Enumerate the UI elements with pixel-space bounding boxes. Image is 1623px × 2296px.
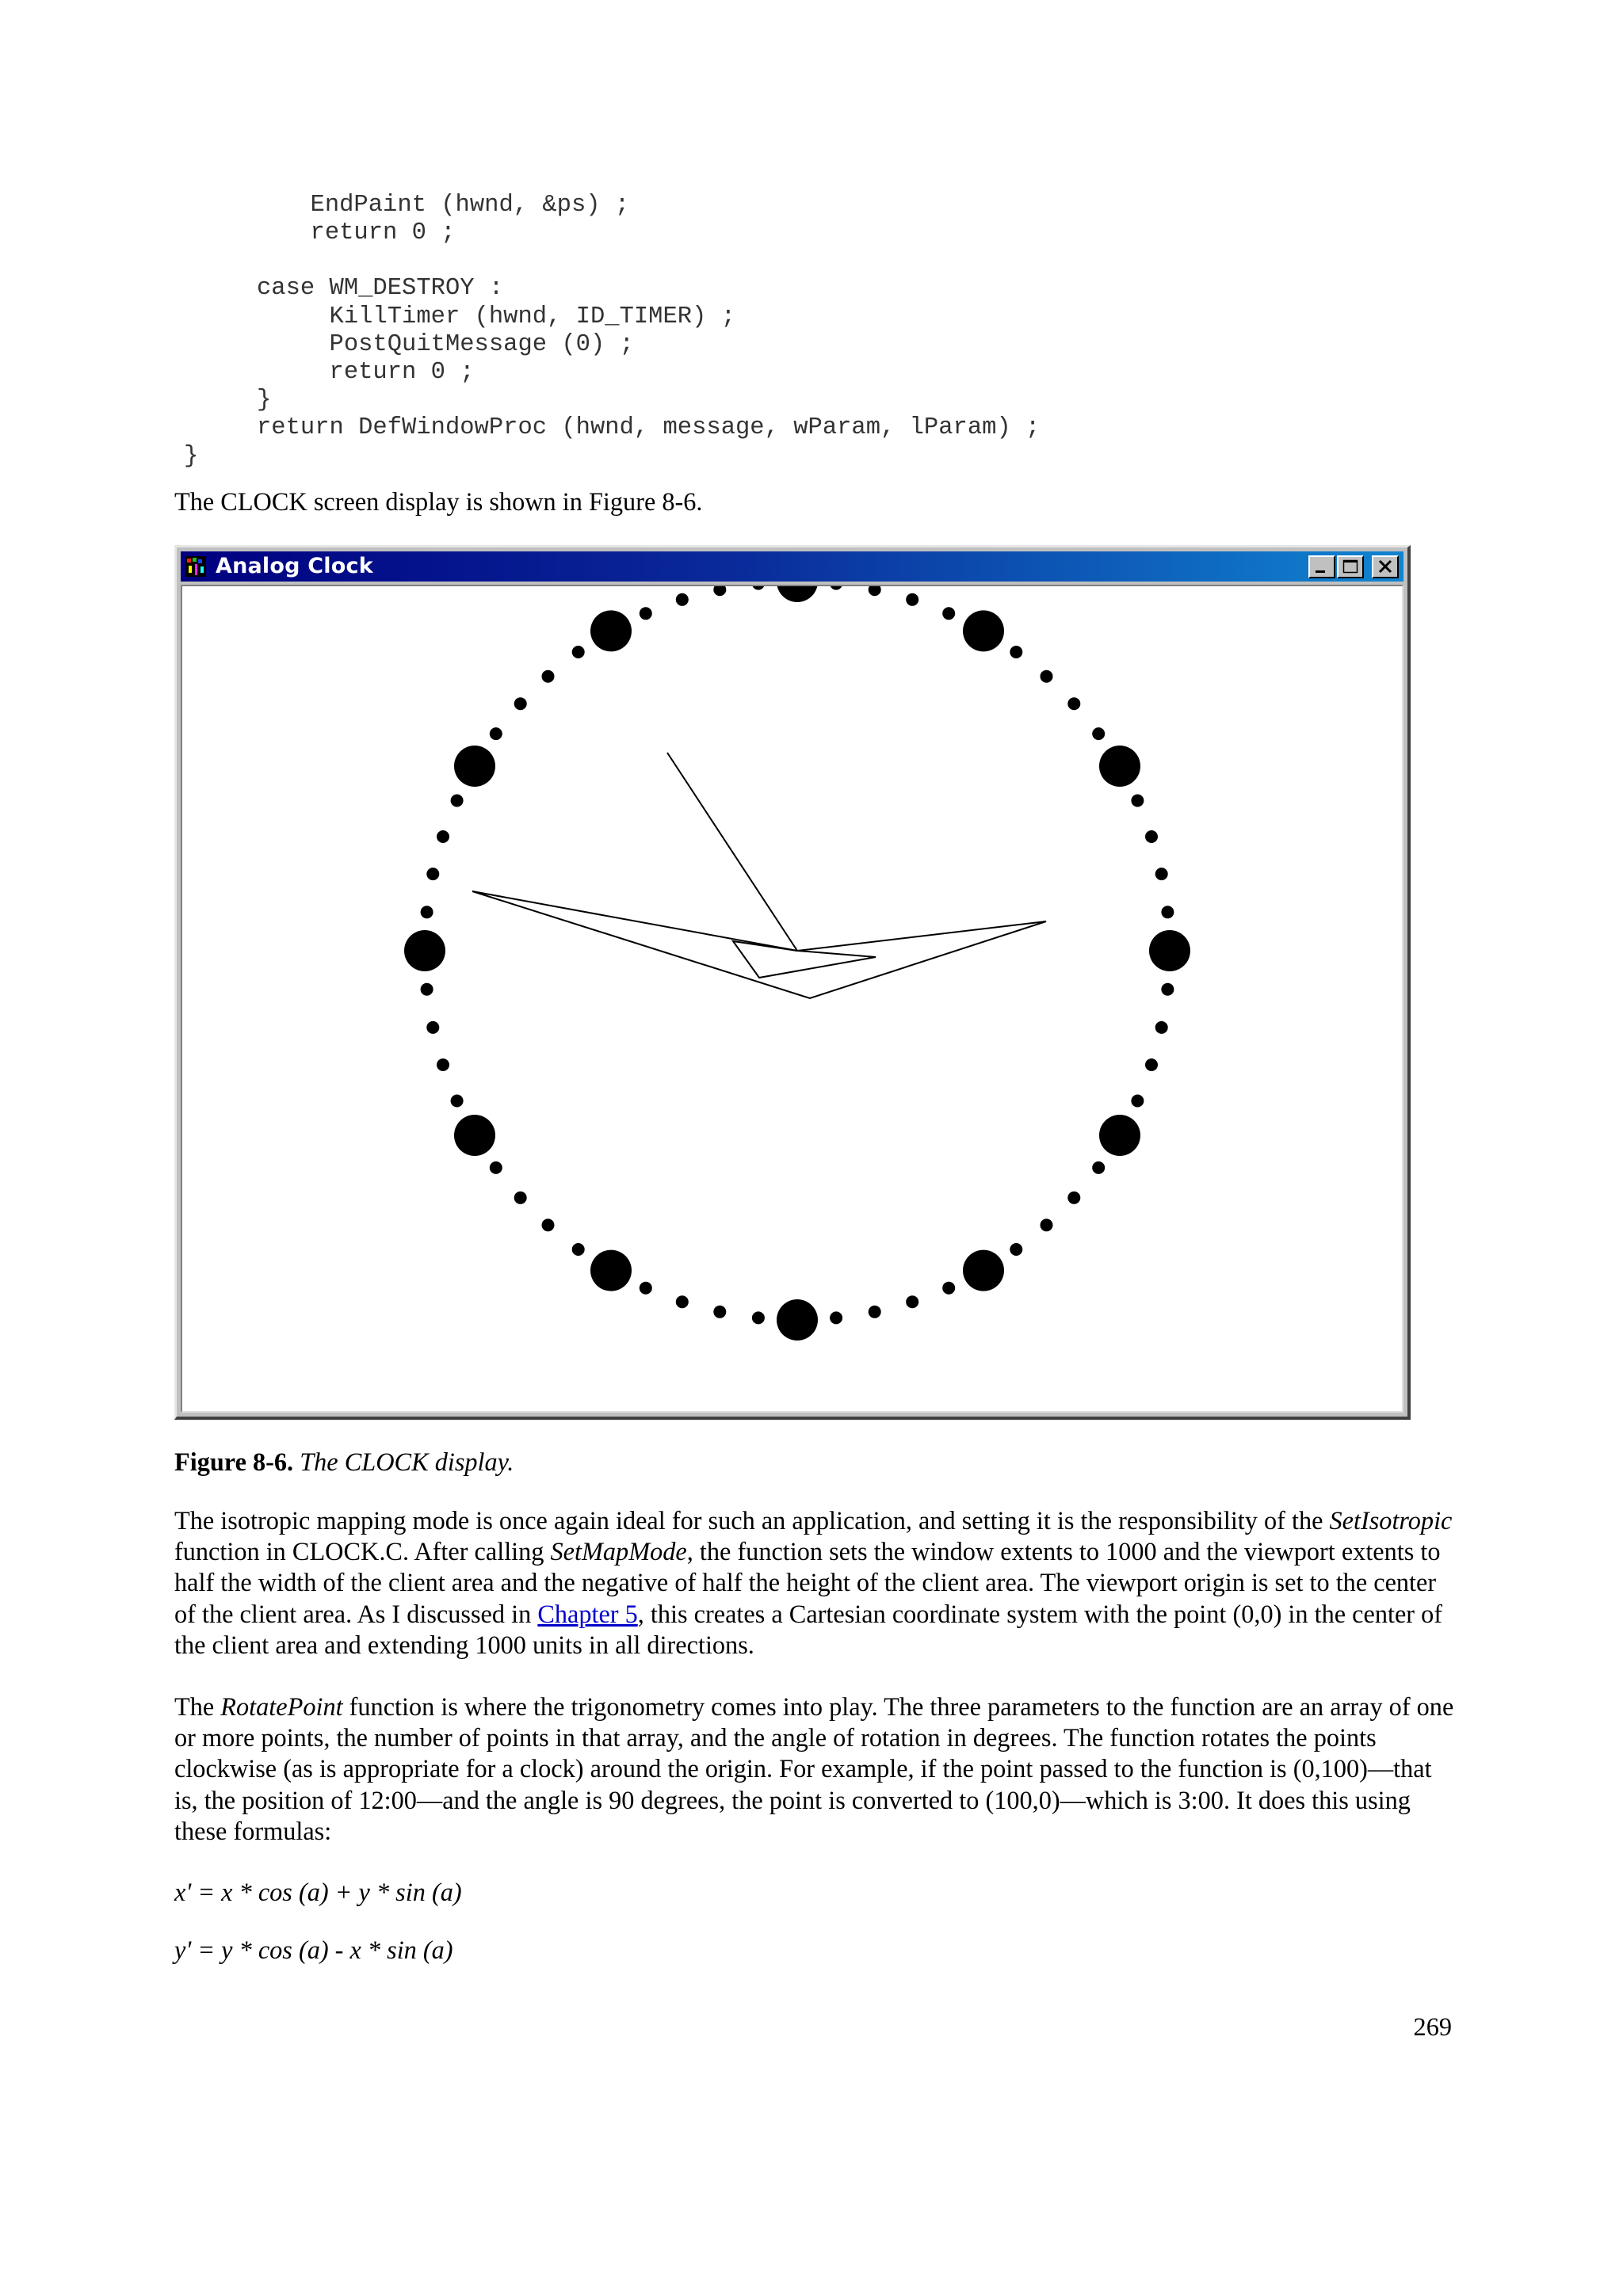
paragraph-text: , the function sets the window extents to 1000 and the viewport extents to half the width of the client area and the negative of half the height of the client area. The viewport origin is set to the center of the client area. As I discussed in [174,1537,1441,1628]
hour-mark [590,610,632,651]
minute-mark [1155,868,1168,880]
minute-mark [542,670,555,683]
minute-mark [869,1306,881,1318]
paragraph-text: function in CLOCK.C. After calling [174,1537,551,1566]
code-listing [170,192,1040,471]
code-line: KillTimer (hwnd, ID_TIMER) ; [257,303,735,330]
minute-mark [514,697,527,710]
minute-mark [906,1295,918,1308]
hour-mark [963,610,1004,651]
minute-mark [640,1282,652,1295]
close-icon [1373,557,1397,577]
code-line: PostQuitMessage (0) ; [257,330,634,358]
minute-mark [1161,983,1174,996]
minute-mark [437,830,449,843]
function-name: RotatePoint [220,1692,343,1721]
function-name: SetIsotropic [1329,1506,1453,1535]
hour-mark [404,930,445,971]
minute-mark [713,1306,726,1318]
minute-mark [1041,670,1053,683]
minute-mark [437,1058,449,1071]
minute-mark [451,795,464,807]
hour-mark [1149,930,1190,971]
minute-mark [426,1021,439,1034]
minute-mark [421,983,433,996]
minute-mark [1041,1219,1053,1231]
minute-mark [542,1219,555,1231]
code-closing-brace: } [184,442,199,470]
function-name: SetMapMode [550,1537,687,1566]
code-line: return DefWindowProc (hwnd, message, wParam, lParam) ; [257,414,1041,442]
minute-mark [676,1295,689,1308]
minute-mark [514,1192,527,1204]
minute-mark [1067,697,1080,710]
title-bar[interactable] [181,551,1403,582]
minute-mark [752,586,765,590]
minute-mark [869,586,881,596]
minute-mark [572,646,585,658]
maximize-button[interactable] [1337,555,1364,578]
minute-mark [752,1311,765,1324]
minute-mark [906,593,918,606]
minute-mark [1010,1243,1022,1256]
minute-mark [830,1311,842,1324]
hour-mark [1099,746,1140,787]
intro-sentence: The CLOCK screen display is shown in Figure 8-6. [174,487,703,516]
minute-mark [1145,830,1158,843]
minute-mark [713,586,726,596]
window-title: Analog Clock [216,554,373,578]
minute-mark [490,727,502,740]
minute-mark [1067,1192,1080,1204]
minute-mark [1131,1095,1144,1108]
clock-app-icon [185,556,206,577]
hour-mark [1099,1115,1140,1156]
chapter-5-link[interactable]: Chapter 5 [537,1599,638,1628]
minimize-icon [1310,557,1334,577]
figure-caption-text: The CLOCK display. [300,1447,514,1476]
hour-mark [454,1115,495,1156]
paragraph-text: , this creates a Cartesian coordinate system with the point (0,0) in the center of the client area and extending 1000 units in all directions. [174,1599,1443,1659]
clock-client-area [181,585,1403,1413]
minute-mark [426,868,439,880]
clock-face [182,586,1400,1415]
page-number: 269 [1413,2012,1452,2041]
second-hand [667,753,797,951]
minute-mark [572,1243,585,1256]
hour-mark [590,1250,632,1291]
minute-mark [942,607,955,620]
hour-mark [963,1250,1004,1291]
minimize-button[interactable] [1308,555,1335,578]
code-line: } [257,387,272,414]
hour-mark [454,746,495,787]
minute-mark [830,586,842,590]
code-line: EndPaint (hwnd, &ps) ; [238,192,630,219]
hour-mark [777,586,818,602]
minute-mark [1010,646,1022,658]
minute-mark [490,1161,502,1174]
code-line: return 0 ; [257,359,475,387]
code-line: return 0 ; [238,219,456,247]
minute-mark [676,593,689,606]
close-button[interactable] [1372,555,1399,578]
minute-mark [1131,795,1144,807]
minute-mark [1161,906,1174,918]
formula-y: y' = y * cos (a) - x * sin (a) [174,1936,453,1964]
paragraph-text: function is where the trigonometry comes into play. The three parameters to the function are an array of one or more points, the number of points in that array, and the angle of rotation in degrees. The function rotates the points clockwise (as is appropriate for a clock) around the origin. For example, if the point passed to the function is (0,100)—that is, the position of 12:00—and the angle is 90 degrees, the point is converted to (100,0)—which is 3:00. It does this using these formulas: [174,1692,1454,1845]
hour-mark [777,1299,818,1341]
figure-caption-label: Figure 8-6. [174,1447,294,1476]
minute-mark [1092,1161,1105,1174]
minute-mark [640,607,652,620]
code-line [170,247,1040,275]
paragraph-text: The [174,1692,221,1721]
code-line: case WM_DESTROY : [257,275,504,303]
minute-mark [942,1282,955,1295]
paragraph-rotatepoint [174,1691,1458,1847]
hour-hand [733,941,876,978]
minute-mark [1145,1058,1158,1071]
minute-mark [1155,1021,1168,1034]
paragraph-text: The isotropic mapping mode is once again ideal for such an application, and setting it is the responsibility of the [174,1506,1330,1535]
figure-caption [174,1447,1458,1478]
maximize-icon [1338,557,1362,577]
minute-mark [451,1095,464,1108]
minute-mark [421,906,433,918]
analog-clock-window [174,545,1411,1420]
formula-x: x' = x * cos (a) + y * sin (a) [174,1878,462,1906]
minute-mark [1092,727,1105,740]
paragraph-isotropic [174,1505,1458,1661]
